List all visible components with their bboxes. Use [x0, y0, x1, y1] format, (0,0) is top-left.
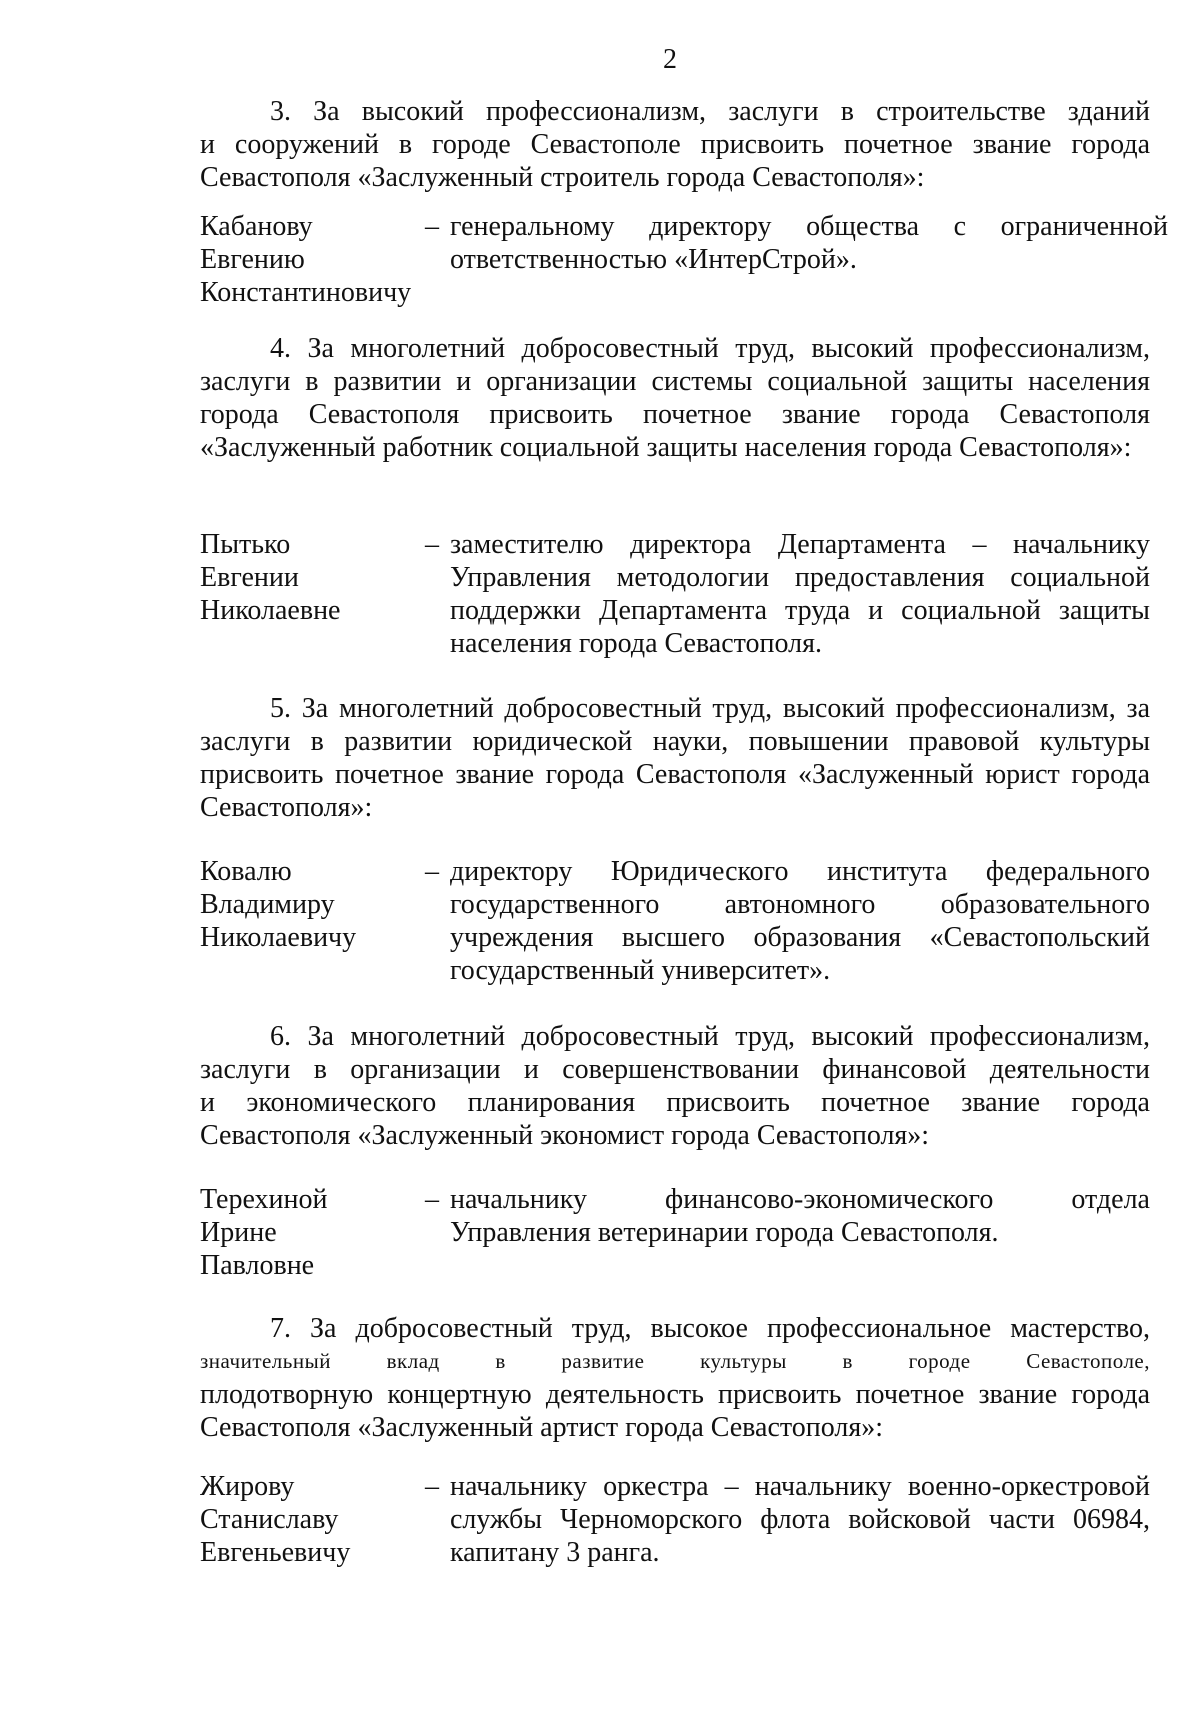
paragraph-line: Севастополя»:: [200, 792, 373, 823]
paragraph-line: заслуги в развитии юридической науки, повышении правовой культуры: [200, 726, 1150, 757]
position-line: ответственностью «ИнтерСтрой».: [450, 244, 857, 275]
recipient-name: [200, 1470, 430, 1569]
recipient-entry: [200, 1470, 1150, 1570]
name-line: Кабанову: [200, 211, 313, 242]
position-line: государственный университет».: [450, 955, 831, 986]
paragraph-line: «Заслуженный работник социальной защиты населения города Севастополя»:: [200, 432, 1132, 463]
name-line: Ирине: [200, 1217, 277, 1248]
paragraph-line: и сооружений в городе Севастополе присвоить почетное звание города: [200, 129, 1150, 160]
paragraph-line: заслуги в развитии и организации системы социальной защиты населения: [200, 366, 1150, 397]
name-line: Жирову: [200, 1471, 295, 1502]
position-line: службы Черноморского флота войсковой части 06984,: [450, 1504, 1150, 1535]
paragraph-line: 6. За многолетний добросовестный труд, высокий профессионализм,: [270, 1021, 1150, 1052]
position-line: Управления методологии предоставления социальной: [450, 562, 1150, 593]
name-line: Ковалю: [200, 856, 292, 887]
recipient-name: [200, 855, 430, 954]
name-line: Николаевне: [200, 595, 341, 626]
position-line: директору Юридического института федерального: [450, 856, 1150, 887]
recipient-entry: [200, 1183, 1150, 1283]
position-line: населения города Севастополя.: [450, 628, 822, 659]
name-line: Владимиру: [200, 889, 335, 920]
recipient-position: [450, 210, 1168, 276]
recipient-position: [450, 528, 1150, 660]
name-line: Евгеньевичу: [200, 1537, 351, 1568]
recipient-entry: [200, 210, 1168, 310]
name-line: Терехиной: [200, 1184, 328, 1215]
paragraph-line: значительный вклад в развитие культуры в городе Севастополе,: [200, 1349, 1150, 1373]
paragraph-line: 7. За добросовестный труд, высокое профессиональное мастерство,: [270, 1313, 1150, 1344]
award-paragraph-6: [200, 1020, 1150, 1152]
award-paragraph-5: [200, 692, 1150, 824]
page-number: 2: [663, 44, 677, 75]
recipient-position: [450, 1183, 1150, 1249]
paragraph-line: и экономического планирования присвоить почетное звание города: [200, 1087, 1150, 1118]
dash: –: [425, 1184, 439, 1215]
paragraph-line: Севастополя «Заслуженный артист города Севастополя»:: [200, 1412, 884, 1443]
position-line: начальнику оркестра – начальнику военно-оркестровой: [450, 1471, 1150, 1502]
name-line: Пытько: [200, 529, 291, 560]
recipient-entry: [200, 855, 1150, 995]
name-line: Константиновичу: [200, 277, 412, 308]
dash: –: [425, 211, 439, 242]
dash: –: [425, 1471, 439, 1502]
paragraph-line: 3. За высокий профессионализм, заслуги в строительстве зданий: [270, 96, 1150, 127]
position-line: учреждения высшего образования «Севастопольский: [450, 922, 1150, 953]
position-line: поддержки Департамента труда и социальной защиты: [450, 595, 1150, 626]
recipient-name: [200, 1183, 430, 1282]
position-line: Управления ветеринарии города Севастополя.: [450, 1217, 999, 1248]
paragraph-line: Севастополя «Заслуженный экономист города Севастополя»:: [200, 1120, 930, 1151]
dash: –: [425, 856, 439, 887]
name-line: Станиславу: [200, 1504, 339, 1535]
position-line: заместителю директора Департамента – начальнику: [450, 529, 1150, 560]
paragraph-line: плодотворную концертную деятельность присвоить почетное звание города: [200, 1379, 1150, 1410]
name-line: Евгению: [200, 244, 305, 275]
position-line: начальнику финансово-экономического отдела: [450, 1184, 1150, 1215]
position-line: генеральному директору общества с ограниченной: [450, 211, 1168, 242]
position-line: капитану 3 ранга.: [450, 1537, 660, 1568]
paragraph-line: заслуги в организации и совершенствовании финансовой деятельности: [200, 1054, 1150, 1085]
dash: –: [425, 529, 439, 560]
recipient-entry: [200, 528, 1150, 668]
name-line: Павловне: [200, 1250, 315, 1281]
position-line: государственного автономного образовательного: [450, 889, 1150, 920]
paragraph-line: присвоить почетное звание города Севастополя «Заслуженный юрист города: [200, 759, 1150, 790]
recipient-name: [200, 210, 430, 309]
award-paragraph-4: [200, 332, 1150, 464]
name-line: Николаевичу: [200, 922, 357, 953]
recipient-position: [450, 1470, 1150, 1569]
award-paragraph-3: [200, 95, 1150, 194]
name-line: Евгении: [200, 562, 299, 593]
recipient-name: [200, 528, 430, 627]
paragraph-line: 5. За многолетний добросовестный труд, высокий профессионализм, за: [270, 693, 1150, 724]
recipient-position: [450, 855, 1150, 987]
paragraph-line: 4. За многолетний добросовестный труд, высокий профессионализм,: [270, 333, 1150, 364]
paragraph-line: города Севастополя присвоить почетное звание города Севастополя: [200, 399, 1150, 430]
paragraph-line: Севастополя «Заслуженный строитель города Севастополя»:: [200, 162, 925, 193]
award-paragraph-7: [200, 1312, 1150, 1444]
